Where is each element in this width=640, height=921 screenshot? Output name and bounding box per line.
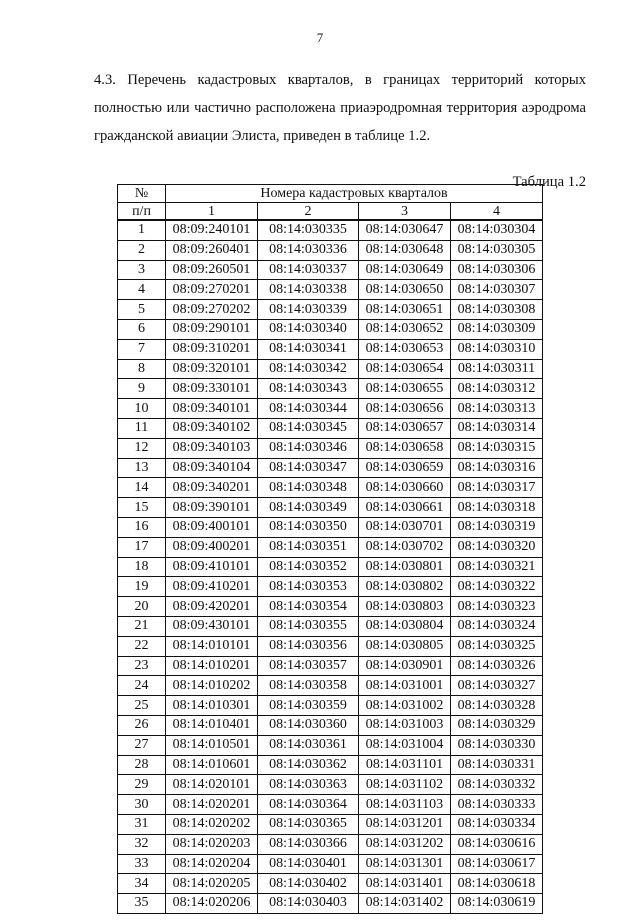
row-index-cell: 13 bbox=[118, 458, 166, 478]
cadastral-number-cell: 08:14:031103 bbox=[359, 795, 451, 815]
cadastral-number-cell: 08:14:030362 bbox=[258, 755, 359, 775]
cadastral-number-cell: 08:14:030348 bbox=[258, 478, 359, 498]
cadastral-number-cell: 08:14:030619 bbox=[451, 894, 543, 914]
table-row bbox=[118, 597, 543, 617]
cadastral-number-cell: 08:14:030339 bbox=[258, 300, 359, 320]
page-number: 7 bbox=[316, 30, 324, 45]
cadastral-number-cell: 08:14:010301 bbox=[166, 696, 258, 716]
cadastral-number-cell: 08:14:030802 bbox=[359, 577, 451, 597]
cadastral-number-cell: 08:09:410201 bbox=[166, 577, 258, 597]
cadastral-number-cell: 08:14:030658 bbox=[359, 438, 451, 458]
cadastral-number-cell: 08:14:030648 bbox=[359, 240, 451, 260]
cadastral-number-cell: 08:14:030328 bbox=[451, 696, 543, 716]
cadastral-number-cell: 08:14:030360 bbox=[258, 715, 359, 735]
table-row bbox=[118, 795, 543, 815]
row-index-cell: 27 bbox=[118, 735, 166, 755]
cadastral-number-cell: 08:14:030804 bbox=[359, 616, 451, 636]
cadastral-number-cell: 08:14:030649 bbox=[359, 260, 451, 280]
cadastral-number-cell: 08:09:310201 bbox=[166, 339, 258, 359]
cadastral-number-cell: 08:14:030403 bbox=[258, 894, 359, 914]
cadastral-number-cell: 08:14:031101 bbox=[359, 755, 451, 775]
cadastral-number-cell: 08:09:390101 bbox=[166, 498, 258, 518]
cadastral-number-cell: 08:14:030307 bbox=[451, 280, 543, 300]
row-index-cell: 28 bbox=[118, 755, 166, 775]
cadastral-number-cell: 08:14:030336 bbox=[258, 240, 359, 260]
row-index-cell: 6 bbox=[118, 319, 166, 339]
row-index-cell: 7 bbox=[118, 339, 166, 359]
cadastral-number-cell: 08:14:031003 bbox=[359, 715, 451, 735]
table-row bbox=[118, 775, 543, 795]
cadastral-number-cell: 08:14:031301 bbox=[359, 854, 451, 874]
cadastral-number-cell: 08:09:340102 bbox=[166, 418, 258, 438]
table-row bbox=[118, 220, 543, 240]
cadastral-number-cell: 08:14:030652 bbox=[359, 319, 451, 339]
cadastral-number-cell: 08:14:030334 bbox=[451, 814, 543, 834]
cadastral-number-cell: 08:14:031102 bbox=[359, 775, 451, 795]
table-row bbox=[118, 715, 543, 735]
cadastral-number-cell: 08:14:030315 bbox=[451, 438, 543, 458]
cadastral-number-cell: 08:14:030323 bbox=[451, 597, 543, 617]
row-index-cell: 25 bbox=[118, 696, 166, 716]
cadastral-number-cell: 08:14:030363 bbox=[258, 775, 359, 795]
cadastral-number-cell: 08:14:030309 bbox=[451, 319, 543, 339]
cadastral-number-cell: 08:14:020206 bbox=[166, 894, 258, 914]
table-row bbox=[118, 240, 543, 260]
cadastral-number-cell: 08:14:030350 bbox=[258, 517, 359, 537]
cadastral-number-cell: 08:14:030342 bbox=[258, 359, 359, 379]
table-row bbox=[118, 359, 543, 379]
cadastral-number-cell: 08:14:030801 bbox=[359, 557, 451, 577]
row-index-cell: 11 bbox=[118, 418, 166, 438]
cadastral-number-cell: 08:14:030335 bbox=[258, 220, 359, 240]
row-index-cell: 20 bbox=[118, 597, 166, 617]
cadastral-number-cell: 08:14:030338 bbox=[258, 280, 359, 300]
row-index-cell: 17 bbox=[118, 537, 166, 557]
cadastral-number-cell: 08:14:031402 bbox=[359, 894, 451, 914]
cadastral-number-cell: 08:09:340101 bbox=[166, 399, 258, 419]
cadastral-number-cell: 08:14:010601 bbox=[166, 755, 258, 775]
cadastral-number-cell: 08:14:030659 bbox=[359, 458, 451, 478]
table-row bbox=[118, 616, 543, 636]
cadastral-number-cell: 08:14:030324 bbox=[451, 616, 543, 636]
cadastral-number-cell: 08:09:260501 bbox=[166, 260, 258, 280]
cadastral-number-cell: 08:09:400201 bbox=[166, 537, 258, 557]
cadastral-number-cell: 08:14:030341 bbox=[258, 339, 359, 359]
cadastral-number-cell: 08:14:031004 bbox=[359, 735, 451, 755]
row-index-cell: 30 bbox=[118, 795, 166, 815]
table-row bbox=[118, 814, 543, 834]
cadastral-number-cell: 08:14:030356 bbox=[258, 636, 359, 656]
cadastral-number-cell: 08:14:030657 bbox=[359, 418, 451, 438]
cadastral-number-cell: 08:14:030306 bbox=[451, 260, 543, 280]
cadastral-number-cell: 08:14:020202 bbox=[166, 814, 258, 834]
header-column-2: 2 bbox=[258, 203, 359, 221]
cadastral-number-cell: 08:09:320101 bbox=[166, 359, 258, 379]
row-index-cell: 18 bbox=[118, 557, 166, 577]
cadastral-number-cell: 08:14:030701 bbox=[359, 517, 451, 537]
row-index-cell: 15 bbox=[118, 498, 166, 518]
cadastral-number-cell: 08:14:030346 bbox=[258, 438, 359, 458]
cadastral-number-cell: 08:14:020205 bbox=[166, 874, 258, 894]
cadastral-number-cell: 08:09:290101 bbox=[166, 319, 258, 339]
header-number-sign: № bbox=[118, 185, 166, 203]
row-index-cell: 5 bbox=[118, 300, 166, 320]
cadastral-number-cell: 08:09:420201 bbox=[166, 597, 258, 617]
cadastral-number-cell: 08:14:030331 bbox=[451, 755, 543, 775]
row-index-cell: 12 bbox=[118, 438, 166, 458]
cadastral-number-cell: 08:14:030361 bbox=[258, 735, 359, 755]
cadastral-number-cell: 08:14:020204 bbox=[166, 854, 258, 874]
cadastral-number-cell: 08:09:340104 bbox=[166, 458, 258, 478]
cadastral-number-cell: 08:14:030353 bbox=[258, 577, 359, 597]
cadastral-number-cell: 08:14:030358 bbox=[258, 676, 359, 696]
table-row bbox=[118, 458, 543, 478]
cadastral-number-cell: 08:14:030651 bbox=[359, 300, 451, 320]
cadastral-number-cell: 08:14:020201 bbox=[166, 795, 258, 815]
row-index-cell: 22 bbox=[118, 636, 166, 656]
table-row bbox=[118, 399, 543, 419]
cadastral-number-cell: 08:14:030314 bbox=[451, 418, 543, 438]
cadastral-number-cell: 08:14:030333 bbox=[451, 795, 543, 815]
cadastral-number-cell: 08:14:030617 bbox=[451, 854, 543, 874]
table-row bbox=[118, 696, 543, 716]
cadastral-number-cell: 08:14:030318 bbox=[451, 498, 543, 518]
cadastral-number-cell: 08:14:030805 bbox=[359, 636, 451, 656]
table-row bbox=[118, 260, 543, 280]
cadastral-number-cell: 08:14:030304 bbox=[451, 220, 543, 240]
cadastral-number-cell: 08:09:400101 bbox=[166, 517, 258, 537]
cadastral-number-cell: 08:14:020203 bbox=[166, 834, 258, 854]
cadastral-number-cell: 08:14:030618 bbox=[451, 874, 543, 894]
cadastral-number-cell: 08:14:010401 bbox=[166, 715, 258, 735]
cadastral-number-cell: 08:14:030654 bbox=[359, 359, 451, 379]
table-row bbox=[118, 854, 543, 874]
cadastral-number-cell: 08:14:030321 bbox=[451, 557, 543, 577]
row-index-cell: 31 bbox=[118, 814, 166, 834]
cadastral-number-cell: 08:14:030359 bbox=[258, 696, 359, 716]
table-row bbox=[118, 537, 543, 557]
cadastral-number-cell: 08:14:030661 bbox=[359, 498, 451, 518]
row-index-cell: 34 bbox=[118, 874, 166, 894]
table-row bbox=[118, 636, 543, 656]
table-row bbox=[118, 379, 543, 399]
cadastral-number-cell: 08:14:010202 bbox=[166, 676, 258, 696]
cadastral-number-cell: 08:14:030402 bbox=[258, 874, 359, 894]
row-index-cell: 33 bbox=[118, 854, 166, 874]
table-caption: Таблица 1.2 bbox=[512, 174, 586, 190]
row-index-cell: 9 bbox=[118, 379, 166, 399]
cadastral-number-cell: 08:14:030647 bbox=[359, 220, 451, 240]
table-row bbox=[118, 517, 543, 537]
cadastral-number-cell: 08:14:030320 bbox=[451, 537, 543, 557]
row-index-cell: 8 bbox=[118, 359, 166, 379]
cadastral-number-cell: 08:14:030316 bbox=[451, 458, 543, 478]
row-index-cell: 24 bbox=[118, 676, 166, 696]
table-body bbox=[118, 220, 543, 913]
table-row bbox=[118, 735, 543, 755]
cadastral-number-cell: 08:14:030312 bbox=[451, 379, 543, 399]
row-index-cell: 21 bbox=[118, 616, 166, 636]
cadastral-number-cell: 08:14:030327 bbox=[451, 676, 543, 696]
cadastral-number-cell: 08:14:020101 bbox=[166, 775, 258, 795]
cadastral-number-cell: 08:09:270201 bbox=[166, 280, 258, 300]
table-row bbox=[118, 557, 543, 577]
header-row-index: п/п bbox=[118, 203, 166, 221]
cadastral-table-wrapper bbox=[117, 184, 543, 914]
table-row bbox=[118, 280, 543, 300]
cadastral-number-cell: 08:14:030901 bbox=[359, 656, 451, 676]
cadastral-number-cell: 08:09:270202 bbox=[166, 300, 258, 320]
cadastral-number-cell: 08:14:030337 bbox=[258, 260, 359, 280]
cadastral-number-cell: 08:14:030347 bbox=[258, 458, 359, 478]
cadastral-number-cell: 08:09:340103 bbox=[166, 438, 258, 458]
row-index-cell: 29 bbox=[118, 775, 166, 795]
cadastral-number-cell: 08:14:030344 bbox=[258, 399, 359, 419]
cadastral-number-cell: 08:14:030313 bbox=[451, 399, 543, 419]
cadastral-quarters-table bbox=[117, 184, 543, 914]
cadastral-number-cell: 08:14:030345 bbox=[258, 418, 359, 438]
row-index-cell: 1 bbox=[118, 220, 166, 240]
table-row bbox=[118, 339, 543, 359]
row-index-cell: 3 bbox=[118, 260, 166, 280]
table-row bbox=[118, 755, 543, 775]
table-row bbox=[118, 656, 543, 676]
cadastral-number-cell: 08:14:030329 bbox=[451, 715, 543, 735]
cadastral-number-cell: 08:09:260401 bbox=[166, 240, 258, 260]
cadastral-number-cell: 08:14:031401 bbox=[359, 874, 451, 894]
table-row bbox=[118, 498, 543, 518]
cadastral-number-cell: 08:14:030364 bbox=[258, 795, 359, 815]
header-column-3: 3 bbox=[359, 203, 451, 221]
cadastral-number-cell: 08:14:030317 bbox=[451, 478, 543, 498]
cadastral-number-cell: 08:14:010201 bbox=[166, 656, 258, 676]
table-row bbox=[118, 834, 543, 854]
cadastral-number-cell: 08:14:031201 bbox=[359, 814, 451, 834]
cadastral-number-cell: 08:14:030653 bbox=[359, 339, 451, 359]
cadastral-number-cell: 08:14:030357 bbox=[258, 656, 359, 676]
row-index-cell: 23 bbox=[118, 656, 166, 676]
header-group-title: Номера кадастровых кварталов bbox=[166, 185, 543, 203]
cadastral-number-cell: 08:09:430101 bbox=[166, 616, 258, 636]
cadastral-number-cell: 08:14:030660 bbox=[359, 478, 451, 498]
cadastral-number-cell: 08:14:030650 bbox=[359, 280, 451, 300]
table-row bbox=[118, 478, 543, 498]
row-index-cell: 4 bbox=[118, 280, 166, 300]
cadastral-number-cell: 08:09:240101 bbox=[166, 220, 258, 240]
table-row bbox=[118, 319, 543, 339]
cadastral-number-cell: 08:14:030365 bbox=[258, 814, 359, 834]
cadastral-number-cell: 08:14:030319 bbox=[451, 517, 543, 537]
cadastral-number-cell: 08:14:030366 bbox=[258, 834, 359, 854]
table-row bbox=[118, 577, 543, 597]
cadastral-number-cell: 08:14:030352 bbox=[258, 557, 359, 577]
cadastral-number-cell: 08:14:030354 bbox=[258, 597, 359, 617]
table-header bbox=[118, 185, 543, 221]
row-index-cell: 10 bbox=[118, 399, 166, 419]
intro-paragraph: 4.3. Перечень кадастровых кварталов, в границах территорий которых полностью или частично расположена приаэродромная территория аэродрома гражданской авиации Элиста, приведен в таблице 1.2. bbox=[94, 72, 586, 144]
table-row bbox=[118, 874, 543, 894]
row-index-cell: 19 bbox=[118, 577, 166, 597]
cadastral-number-cell: 08:14:030310 bbox=[451, 339, 543, 359]
cadastral-number-cell: 08:14:030326 bbox=[451, 656, 543, 676]
table-row bbox=[118, 894, 543, 914]
cadastral-number-cell: 08:14:030351 bbox=[258, 537, 359, 557]
cadastral-number-cell: 08:14:030305 bbox=[451, 240, 543, 260]
cadastral-number-cell: 08:14:030803 bbox=[359, 597, 451, 617]
cadastral-number-cell: 08:14:031001 bbox=[359, 676, 451, 696]
cadastral-number-cell: 08:14:030330 bbox=[451, 735, 543, 755]
cadastral-number-cell: 08:14:031202 bbox=[359, 834, 451, 854]
cadastral-number-cell: 08:14:030655 bbox=[359, 379, 451, 399]
row-index-cell: 26 bbox=[118, 715, 166, 735]
cadastral-number-cell: 08:14:030322 bbox=[451, 577, 543, 597]
cadastral-number-cell: 08:14:030656 bbox=[359, 399, 451, 419]
cadastral-number-cell: 08:14:030702 bbox=[359, 537, 451, 557]
row-index-cell: 32 bbox=[118, 834, 166, 854]
cadastral-number-cell: 08:14:030340 bbox=[258, 319, 359, 339]
table-row bbox=[118, 438, 543, 458]
table-row bbox=[118, 676, 543, 696]
cadastral-number-cell: 08:09:410101 bbox=[166, 557, 258, 577]
table-row bbox=[118, 418, 543, 438]
cadastral-number-cell: 08:14:030355 bbox=[258, 616, 359, 636]
cadastral-number-cell: 08:14:030311 bbox=[451, 359, 543, 379]
cadastral-number-cell: 08:14:030332 bbox=[451, 775, 543, 795]
row-index-cell: 14 bbox=[118, 478, 166, 498]
cadastral-number-cell: 08:14:030349 bbox=[258, 498, 359, 518]
cadastral-number-cell: 08:14:030343 bbox=[258, 379, 359, 399]
row-index-cell: 2 bbox=[118, 240, 166, 260]
cadastral-number-cell: 08:14:030401 bbox=[258, 854, 359, 874]
table-row bbox=[118, 300, 543, 320]
cadastral-number-cell: 08:14:030308 bbox=[451, 300, 543, 320]
cadastral-number-cell: 08:14:010501 bbox=[166, 735, 258, 755]
cadastral-number-cell: 08:14:031002 bbox=[359, 696, 451, 716]
row-index-cell: 35 bbox=[118, 894, 166, 914]
row-index-cell: 16 bbox=[118, 517, 166, 537]
cadastral-number-cell: 08:09:340201 bbox=[166, 478, 258, 498]
header-column-1: 1 bbox=[166, 203, 258, 221]
header-column-4: 4 bbox=[451, 203, 543, 221]
cadastral-number-cell: 08:09:330101 bbox=[166, 379, 258, 399]
cadastral-number-cell: 08:14:010101 bbox=[166, 636, 258, 656]
cadastral-number-cell: 08:14:030616 bbox=[451, 834, 543, 854]
cadastral-number-cell: 08:14:030325 bbox=[451, 636, 543, 656]
